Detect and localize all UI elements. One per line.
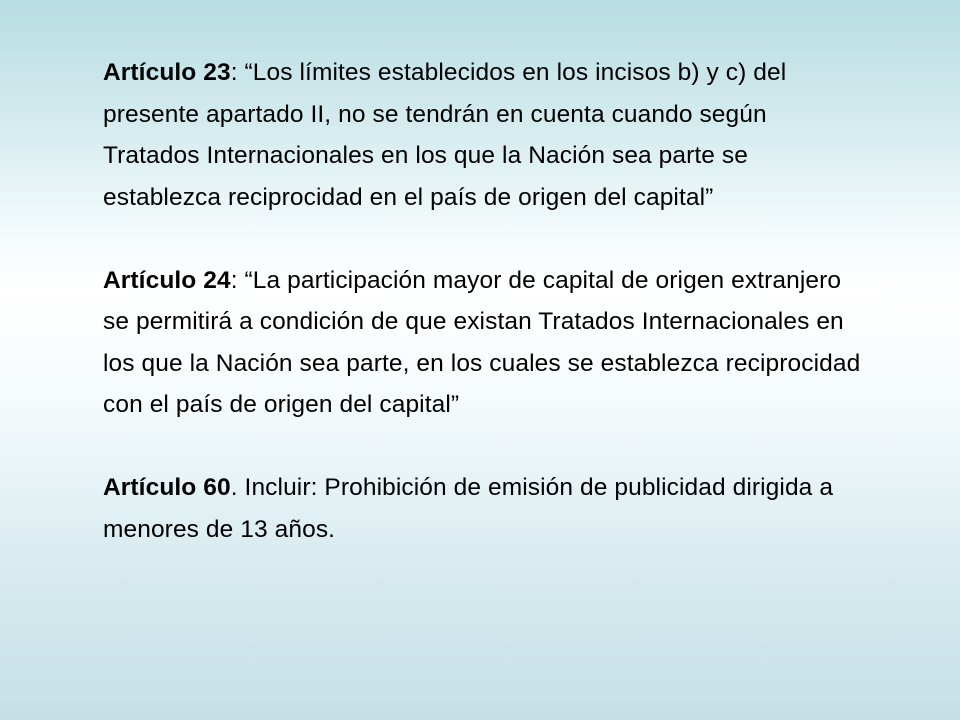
article-60-label: Artículo 60 bbox=[103, 474, 231, 501]
article-60-text: Incluir: Prohibición de emisión de publicidad dirigida a menores de 13 años. bbox=[103, 474, 834, 543]
article-24 bbox=[103, 260, 863, 426]
article-60 bbox=[103, 467, 863, 550]
article-24-text: “La participación mayor de capital de origen extranjero se permitirá a condición de que existan Tratados Internacionales en los que la Nación sea parte, en los cuales se establezca reciprocidad con el país de origen del capital” bbox=[103, 266, 861, 418]
article-23-separator: : bbox=[230, 59, 245, 86]
article-23-label: Artículo 23 bbox=[103, 59, 231, 86]
slide-body bbox=[103, 52, 863, 550]
article-23-text: “Los límites establecidos en los incisos b) y c) del presente apartado II, no se tendrán en cuenta cuando según Tratados Internacionales en los que la Nación sea parte se establezca reciprocidad en el país de origen del capital” bbox=[103, 59, 787, 211]
article-24-separator: : bbox=[230, 266, 245, 294]
article-60-separator: . bbox=[230, 474, 245, 501]
article-23 bbox=[103, 52, 863, 218]
article-24-label: Artículo 24 bbox=[103, 266, 231, 294]
